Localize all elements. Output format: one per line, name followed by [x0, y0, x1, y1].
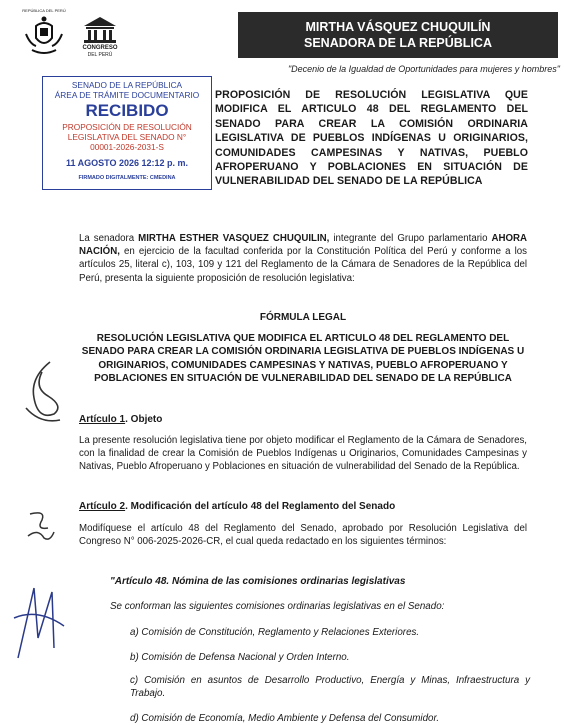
- stamp-signed: FIRMADO DIGITALMENTE: CMEDINA: [78, 175, 176, 181]
- proposal-title: PROPOSICIÓN DE RESOLUCIÓN LEGISLATIVA QUE MODIFICA EL ARTICULO 48 DEL REGLAMENTO DEL SENADO PARA CREAR LA COMISIÓN ORDINARIA LEGISLATIVA DE PUEBLOS INDÍGENAS U ORIGINARIOS, COMUNIDADES CAMPESINAS Y NATIVAS, PUEBLO AFROPERUANO Y POBLACIONES EN SITUACIÓN DE VULNERABILIDAD DEL SENADO DE LA REPÚBLICA: [215, 89, 528, 188]
- senator-full-name: MIRTHA ESTHER VASQUEZ CHUQUILIN,: [138, 233, 330, 244]
- parliamentary-group: AHORA NACIÓN,: [79, 233, 527, 258]
- stamp-doc-line2: LEGISLATIVA DEL SENADO N°: [67, 132, 187, 142]
- article-1-text: La presente resolución legislativa tiene por objeto modificar el Reglamento de la Cámara de Senadores, con la finalidad de crear la Comisión de Pueblos Indígenas u Originarios, Comunidades Campesinas y Nativas, Pueblo Afroperuano y Poblaciones en situación de vulnerabilidad del Senado de la República.: [79, 435, 527, 473]
- decenio-motto: "Decenio de la Igualdad de Oportunidades para mujeres y hombres": [287, 64, 560, 74]
- article-2-label: Artículo 2: [79, 501, 126, 512]
- resolution-title: RESOLUCIÓN LEGISLATIVA QUE MODIFICA EL ARTICULO 48 DEL REGLAMENTO DEL SENADO PARA CREAR LA COMISIÓN ORDINARIA LEGISLATIVA DE PUEBLOS INDÍGENAS U ORIGINARIOS, COMUNIDADES CAMPESINAS Y NATIVAS, PUEBLO AFROPERUANO Y POBLACIONES EN SITUACIÓN DE VULNERABILIDAD DEL SENADO DE LA REPÚBLICA: [81, 333, 525, 385]
- article-2-text: Modifíquese el artículo 48 del Reglamento del Senado, aprobado por Resolución Legislativa del Congreso N° 006-2025-2026-CR, el cual queda redactado en los siguientes términos:: [79, 523, 527, 548]
- stamp-doc-number: 00001-2026-2031-S: [90, 142, 164, 152]
- article-1-title: . Objeto: [125, 414, 163, 425]
- article-48-heading: "Artículo 48. Nómina de las comisiones ordinarias legislativas: [110, 576, 406, 587]
- senator-role: SENADORA DE LA REPÚBLICA: [304, 36, 492, 50]
- intro-text-2: integrante del Grupo parlamentario: [329, 233, 492, 244]
- article-1-heading: [79, 414, 162, 425]
- formula-legal-heading: FÓRMULA LEGAL: [259, 312, 347, 323]
- peru-logo-caption: REPÚBLICA DEL PERÚ: [22, 8, 66, 13]
- margin-signature-1: [20, 358, 66, 428]
- article-48-intro: Se conforman las siguientes comisiones ordinarias legislativas en el Senado:: [110, 601, 445, 612]
- article-2-heading: [79, 501, 527, 512]
- intro-text-3: en ejercicio de la facultad conferida por la Constitución Política del Perú y conforme a los artículos 25, literal c), 103, 109 y 121 del Reglamento de la Cámara de Senadores de la República del Perú, presenta la siguiente proposición de resolución legislativa:: [79, 246, 527, 284]
- peru-coat-of-arms-logo: [22, 14, 66, 60]
- congreso-logo-line1: CONGRESO: [82, 45, 118, 51]
- stamp-date: 11 AGOSTO 2026 12:12 p. m.: [65, 158, 189, 168]
- margin-signature-3: [8, 578, 68, 664]
- stamp-status: RECIBIDO: [85, 101, 169, 120]
- reception-stamp: [42, 76, 212, 190]
- stamp-line1: SENADO DE LA REPÚBLICA: [71, 80, 183, 90]
- stamp-line2: ÁREA DE TRÁMITE DOCUMENTARIO: [54, 90, 200, 100]
- congreso-logo-line2: DEL PERÚ: [87, 52, 113, 58]
- intro-text-1: La senadora: [79, 233, 139, 244]
- commission-item: c) Comisión en asuntos de Desarrollo Productivo, Energía y Minas, Infraestructura y Trabajo.: [130, 675, 530, 700]
- commission-item: d) Comisión de Economía, Medio Ambiente y Defensa del Consumidor.: [130, 713, 440, 724]
- commission-item: a) Comisión de Constitución, Reglamento y Relaciones Exteriores.: [130, 627, 420, 638]
- article-2-title: . Modificación del artículo 48 del Reglamento del Senado: [125, 501, 396, 512]
- senator-header: [238, 12, 558, 58]
- senator-name: MIRTHA VÁSQUEZ CHUQUILÍN: [305, 20, 491, 34]
- commission-item: b) Comisión de Defensa Nacional y Orden Interno.: [130, 652, 350, 663]
- article-1-label: Artículo 1: [79, 414, 126, 425]
- intro-paragraph: [79, 232, 527, 285]
- stamp-doc-line1: PROPOSICIÓN DE RESOLUCIÓN: [62, 122, 192, 132]
- margin-signature-2: [22, 508, 58, 544]
- congreso-logo: [80, 14, 120, 44]
